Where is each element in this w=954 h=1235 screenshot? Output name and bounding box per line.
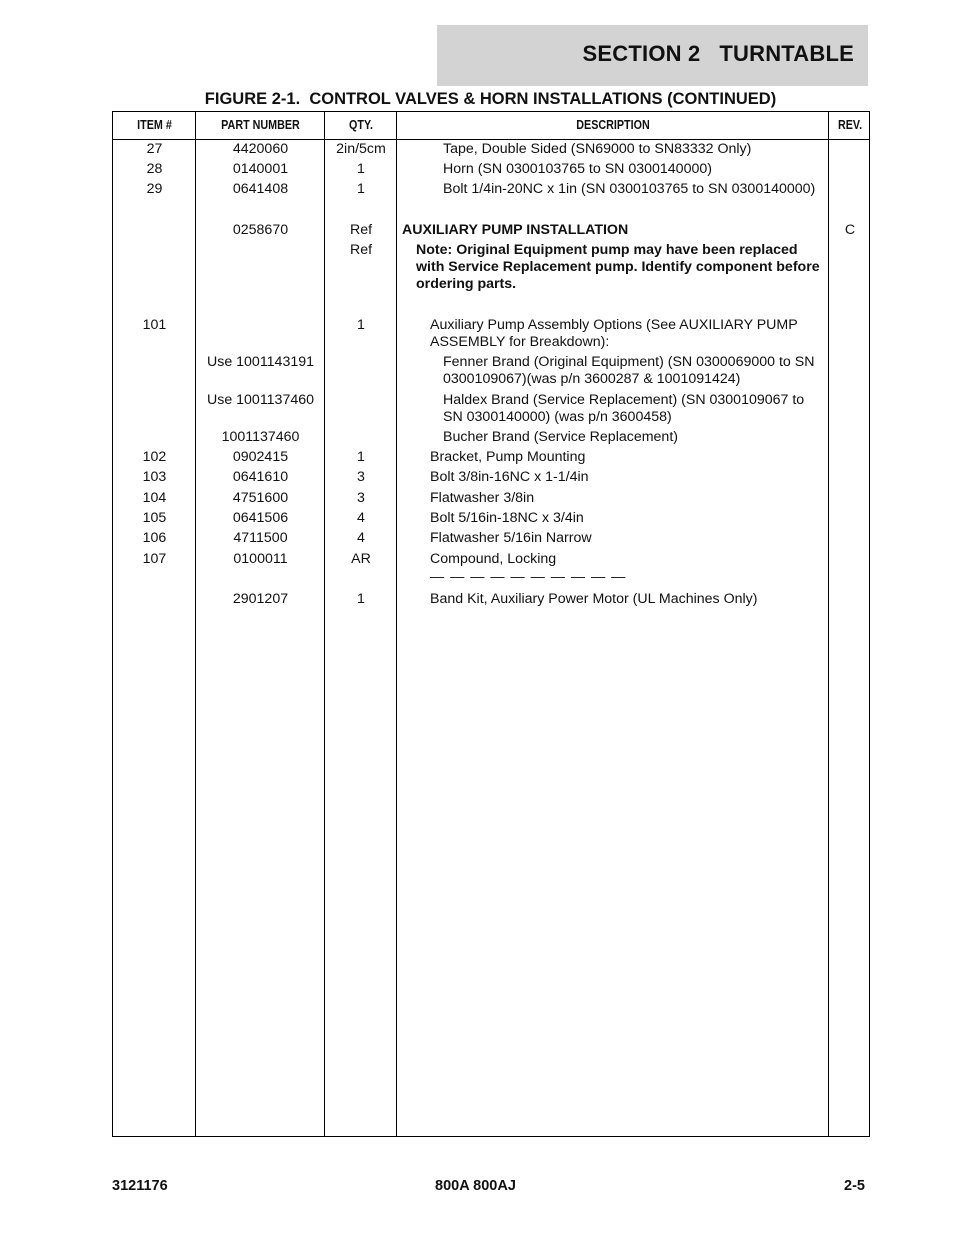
quantity: 4 xyxy=(357,530,365,546)
table-header-row xyxy=(113,112,869,140)
footer-models: 800A 800AJ xyxy=(435,1178,516,1194)
quantity: 1 xyxy=(357,317,365,333)
header-part-number: PART NUMBER xyxy=(221,118,300,132)
item-number: 28 xyxy=(146,161,163,177)
item-number: 101 xyxy=(142,317,167,333)
parts-table xyxy=(112,111,870,1137)
quantity: 1 xyxy=(357,161,365,177)
header-description: DESCRIPTION xyxy=(576,118,650,132)
description: Bracket, Pump Mounting xyxy=(430,449,586,465)
section-header-band xyxy=(437,25,868,86)
part-number: 4420060 xyxy=(232,141,289,157)
part-number: 2901207 xyxy=(232,591,289,607)
part-number: 0140001 xyxy=(232,161,289,177)
quantity: AR xyxy=(351,551,371,567)
part-number: 1001137460 xyxy=(221,429,300,445)
header-rev: REV. xyxy=(837,118,863,132)
header-item: ITEM # xyxy=(137,118,172,132)
description: Bolt 3/8in-16NC x 1-1/4in xyxy=(430,469,589,485)
description: Haldex Brand (Service Replacement) (SN 0300109067 to SN 0300140000) (was p/n 3600458) xyxy=(443,392,805,425)
column-divider xyxy=(396,112,397,1136)
part-number: 0641506 xyxy=(232,510,289,526)
description: Flatwasher 3/8in xyxy=(430,490,535,506)
note-text: Note: Original Equipment pump may have been replaced with Service Replacement pump. Identify component before ordering parts. xyxy=(416,242,820,292)
part-number: 4751600 xyxy=(232,490,289,506)
quantity: 3 xyxy=(357,469,365,485)
description: Fenner Brand (Original Equipment) (SN 0300069000 to SN 0300109067)(was p/n 3600287 & 1001091424) xyxy=(443,354,815,387)
footer-doc-number: 3121176 xyxy=(112,1178,168,1194)
item-number: 103 xyxy=(142,469,167,485)
description: Flatwasher 5/16in Narrow xyxy=(430,530,592,546)
header-qty: QTY. xyxy=(349,118,373,132)
column-divider xyxy=(828,112,829,1136)
item-number: 104 xyxy=(142,490,167,506)
part-number: Use 1001137460 xyxy=(206,392,315,408)
quantity: 1 xyxy=(357,449,365,465)
description: Horn (SN 0300103765 to SN 0300140000) xyxy=(443,161,712,177)
quantity: 3 xyxy=(357,490,365,506)
item-number: 27 xyxy=(146,141,163,157)
column-divider xyxy=(324,112,325,1136)
item-number: 102 xyxy=(142,449,167,465)
quantity: Ref xyxy=(349,222,373,238)
item-number: 105 xyxy=(142,510,167,526)
description: Compound, Locking xyxy=(430,551,557,567)
part-number: Use 1001143191 xyxy=(206,354,315,370)
quantity: Ref xyxy=(349,242,373,258)
description: Tape, Double Sided (SN69000 to SN83332 Only) xyxy=(443,141,752,157)
item-number: 29 xyxy=(146,181,163,197)
part-number: 0100011 xyxy=(233,551,288,567)
part-number: 0902415 xyxy=(232,449,289,465)
section-title: SECTION 2 TURNTABLE xyxy=(582,41,854,66)
figure-title: FIGURE 2-1. CONTROL VALVES & HORN INSTALLATIONS (CONTINUED) xyxy=(204,90,777,108)
quantity: 2in/5cm xyxy=(336,141,386,157)
part-number: 0258670 xyxy=(232,222,289,238)
part-number: 0641408 xyxy=(232,181,289,197)
quantity: 1 xyxy=(357,181,365,197)
assembly-title: AUXILIARY PUMP INSTALLATION xyxy=(402,222,629,238)
description: Bolt 1/4in-20NC x 1in (SN 0300103765 to SN 0300140000) xyxy=(443,181,816,197)
item-number: 106 xyxy=(142,530,167,546)
revision: C xyxy=(844,222,856,238)
footer-page-number: 2-5 xyxy=(844,1178,865,1194)
part-number: 4711500 xyxy=(233,530,288,546)
description: Band Kit, Auxiliary Power Motor (UL Machines Only) xyxy=(430,591,758,607)
quantity: 4 xyxy=(357,510,365,526)
item-number: 107 xyxy=(142,551,167,567)
description: Bucher Brand (Service Replacement) xyxy=(443,429,678,445)
description: Auxiliary Pump Assembly Options (See AUXILIARY PUMP ASSEMBLY for Breakdown): xyxy=(430,317,798,350)
column-divider xyxy=(195,112,196,1136)
quantity: 1 xyxy=(357,591,365,607)
separator-dashes: — — — — — — — — — — xyxy=(430,569,627,585)
description: Bolt 5/16in-18NC x 3/4in xyxy=(430,510,584,526)
part-number: 0641610 xyxy=(232,469,289,485)
